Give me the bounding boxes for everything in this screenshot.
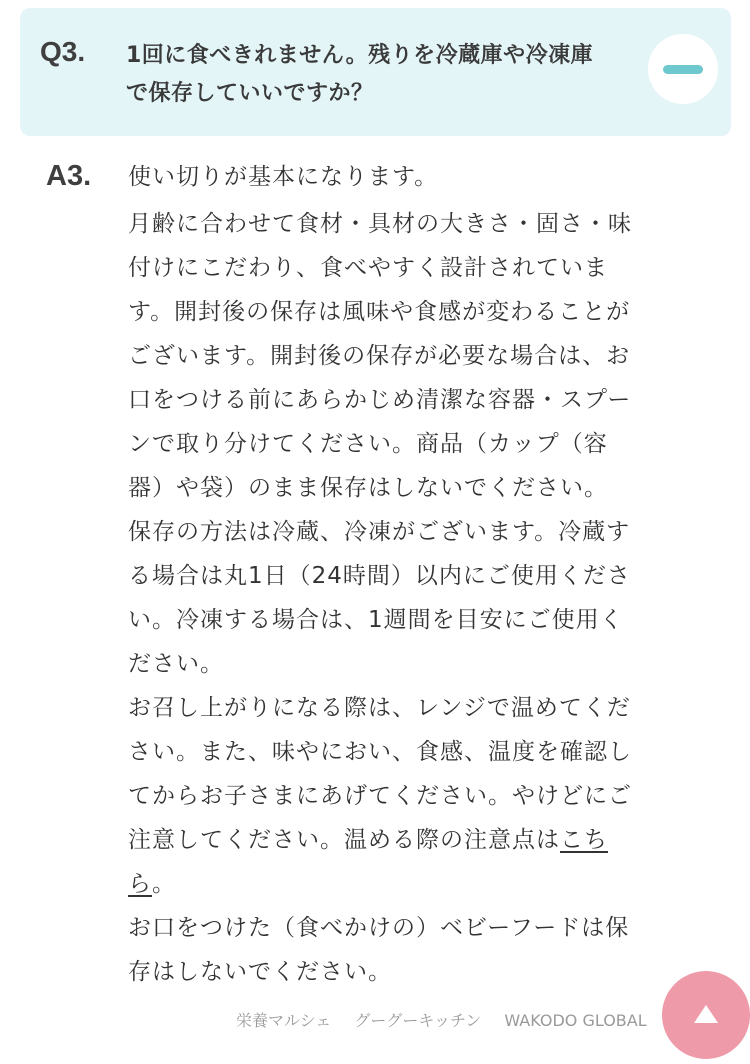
triangle-up-icon (694, 1005, 718, 1023)
minus-icon (663, 65, 703, 74)
answer-line: てからお子さまにあげてください。やけどにご (128, 783, 632, 809)
answer-line: ございます。開封後の保存が必要な場合は、お (128, 343, 631, 369)
answer-line: お召し上がりになる際は、レンジで温めてくだ (128, 695, 631, 721)
footer-links (236, 1008, 665, 1031)
answer-line: 器）や袋）のまま保存はしないでください。 (128, 475, 608, 501)
question-text-line-2: で保存していいですか？ (126, 81, 374, 106)
collapse-toggle-button[interactable] (648, 34, 718, 104)
answer-line: 存はしないでください。 (128, 959, 392, 985)
faq-question-box[interactable] (20, 8, 731, 136)
answer-line (128, 821, 608, 854)
answer-line-text: 。 (152, 871, 176, 897)
answer-line: い。冷凍する場合は、1週間を目安にご使用く (128, 607, 624, 633)
answer-line: 付けにこだわり、食べやすく設計されていま (128, 255, 608, 281)
answer-line: 月齢に合わせて食材・具材の大きさ・固さ・味 (128, 211, 632, 237)
page-top-button[interactable] (662, 971, 750, 1059)
footer-link-wakodo-global[interactable]: WAKODO GLOBAL (504, 1011, 647, 1030)
answer-line: 保存の方法は冷蔵、冷凍がございます。冷蔵す (128, 519, 631, 545)
question-text-line-1: 1回に食べきれません。残りを冷蔵庫や冷凍庫 (126, 43, 594, 68)
warming-notes-link-continued[interactable]: ら (128, 871, 152, 897)
answer-line: 口をつける前にあらかじめ清潔な容器・スプー (128, 387, 632, 413)
answer-number: A3. (46, 160, 92, 192)
question-number: Q3. (40, 36, 86, 67)
footer-link-goo-goo-kitchen[interactable]: グーグーキッチン (354, 1011, 482, 1030)
answer-line: お口をつけた（食べかけの）ベビーフードは保 (128, 915, 630, 941)
answer-line: ださい。 (128, 651, 224, 677)
answer-line: さい。また、味やにおい、食感、温度を確認し (128, 739, 632, 765)
answer-line-text: 注意してください。温める際の注意点は (128, 827, 560, 853)
answer-line: 使い切りが基本になります。 (128, 164, 439, 190)
footer-link-eiyo-marche[interactable]: 栄養マルシェ (236, 1011, 332, 1030)
answer-line (128, 865, 176, 898)
answer-line: ンで取り分けてください。商品（カップ（容 (128, 431, 608, 457)
warming-notes-link[interactable]: こち (560, 827, 608, 853)
answer-line: る場合は丸1日（24時間）以内にご使用くださ (128, 563, 631, 589)
answer-line: す。開封後の保存は風味や食感が変わることが (128, 299, 631, 325)
